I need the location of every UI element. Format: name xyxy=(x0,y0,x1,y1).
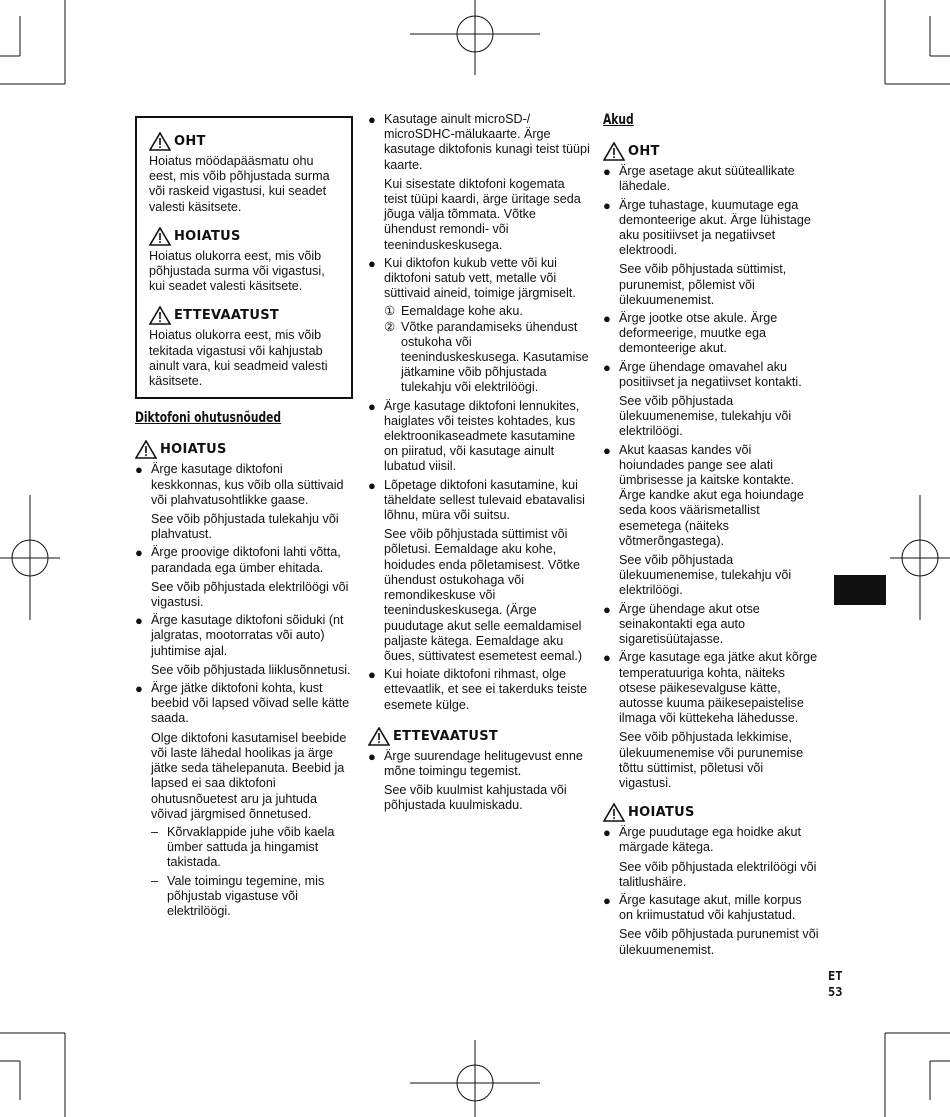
bullet-icon: ● xyxy=(368,667,376,683)
language-code: ET xyxy=(828,969,843,983)
list-item xyxy=(368,112,590,253)
bullet-icon: ● xyxy=(603,601,611,617)
warning-list xyxy=(368,112,590,301)
hoiatus-label: HOIATUS xyxy=(160,442,227,458)
page-number: 53 xyxy=(828,985,843,999)
item-text: Ärge suurendage helitugevust enne mõne toimingu tegemist. xyxy=(384,748,583,778)
oht-description: Hoiatus möödapääsmatu ohu eest, mis võib põhjustada surma või raskeid vigastusi, kui seadet valesti käsitsete. xyxy=(149,154,330,214)
warning-triangle-icon xyxy=(368,727,390,746)
item-text: Ärge kasutage diktofoni keskkonnas, kus võib olla süttivaid või plahvatusohtlikke gaase. xyxy=(151,462,344,507)
hoiatus-signal xyxy=(149,227,339,246)
numbered-steps xyxy=(368,304,590,395)
bullet-icon: ● xyxy=(135,681,143,697)
item-text: Ärge kasutage ega jätke akut kõrge temperatuuriga kohta, näiteks otsese päikesevalguse kätte, autosse kuuma päikesepaistelise ilmaga või küttekeha lähedusse. xyxy=(619,650,818,726)
dash-list xyxy=(135,825,353,919)
hoiatus-signal xyxy=(603,803,819,822)
list-item xyxy=(603,443,819,599)
page-label xyxy=(828,968,842,1000)
warning-list xyxy=(135,462,353,821)
bullet-icon: ● xyxy=(135,545,143,561)
bullet-icon: ● xyxy=(368,477,376,493)
warning-triangle-icon xyxy=(603,803,625,822)
bullet-icon: ● xyxy=(603,359,611,375)
bullet-icon: ● xyxy=(135,613,143,629)
danger-list xyxy=(603,164,819,791)
list-item xyxy=(603,650,819,791)
oht-signal xyxy=(149,132,339,151)
section-heading: Diktofoni ohutusnõuded xyxy=(135,410,282,427)
list-item xyxy=(603,893,819,958)
dash-item xyxy=(151,825,353,871)
step-text: Võtke parandamiseks ühendust ostukoha või teeninduskeskusega. Kasutamise jätkamine võib põhjustada tulekahju või elektrilöögi. xyxy=(401,319,589,395)
dash-text: Vale toimingu tegemine, mis põhjustab vigastuse või elektrilöögi. xyxy=(167,873,325,918)
list-item xyxy=(135,545,353,610)
step-text: Eemaldage kohe aku. xyxy=(401,304,523,319)
item-text: Ärge asetage akut süüteallikate lähedale. xyxy=(619,164,795,194)
item-text: Ärge ühendage akut otse seinakontakti ega auto sigaretisüütajasse. xyxy=(619,601,760,647)
hoiatus-signal xyxy=(135,440,353,459)
item-consequence: See võib põhjustada ülekuumenemise, tulekahju või elektrilöögi. xyxy=(619,394,792,439)
list-item xyxy=(135,462,353,542)
hoiatus-label: HOIATUS xyxy=(174,228,241,244)
item-text: Ärge ühendage omavahel aku positiivset ja negatiivset kontakti. xyxy=(619,359,802,389)
bullet-icon: ● xyxy=(603,892,611,908)
warning-triangle-icon xyxy=(135,440,157,459)
bullet-icon: ● xyxy=(603,197,611,213)
hoiatus-label: HOIATUS xyxy=(628,805,695,821)
item-consequence: See võib kuulmist kahjustada või põhjustada kuulmiskadu. xyxy=(384,783,567,813)
item-text: Kasutage ainult microSD-/ microSDHC-mälukaarte. Ärge kasutage diktofonis kunagi teist tüüpi kaarte. xyxy=(384,112,590,172)
oht-signal xyxy=(603,142,819,161)
item-consequence: Olge diktofoni kasutamisel beebide või laste lähedal hoolikas ja ärge jätke seda tähelepanuta. Beebid ja lapsed ei saa diktofoni ohutusnõuetest aru ja juhtuda võivad järgmised õnnetused. xyxy=(151,730,347,821)
bullet-icon: ● xyxy=(368,112,376,127)
warning-triangle-icon xyxy=(149,306,171,325)
list-item xyxy=(135,613,353,678)
section-heading: Akud xyxy=(603,112,634,128)
list-item xyxy=(368,667,590,713)
warning-triangle-icon xyxy=(603,142,625,161)
step-number: ① xyxy=(384,304,396,319)
ettevaatust-label: ETTEVAATUST xyxy=(174,308,280,324)
numbered-step xyxy=(384,304,590,319)
caution-list xyxy=(368,749,590,814)
item-text: Ärge proovige diktofoni lahti võtta, parandada ega ümber ehitada. xyxy=(151,545,341,575)
list-item xyxy=(368,399,590,475)
column-3 xyxy=(603,112,819,961)
item-consequence: Kui sisestate diktofoni kogemata teist tüüpi kaardi, ärge üritage seda jõuga välja tõmmata. Võtke ühendust remondi- või teeninduskeskusega. xyxy=(384,176,581,252)
signal-word-legend xyxy=(135,116,353,399)
list-item xyxy=(603,825,819,890)
item-text: Kui diktofon kukub vette või kui diktofoni satub vett, metalle või süttivaid aineid, toimige järgmiselt. xyxy=(384,255,576,301)
item-text: Ärge tuhastage, kuumutage ega demonteerige akut. Ärge lühistage aku positiivset ja negatiivset elektroodi. xyxy=(619,197,811,258)
item-consequence: See võib põhjustada süttimist või põletusi. Eemaldage aku kohe, hoidudes enda põletamisest. Võtke ühendust ostukohaga või remondikeskuse või teeninduskeskusega. (Ärge puudutage akut selle eemaldamisel paljaste kätega. Eemaldage aku õues, süttivatest esemetest eemal.) xyxy=(384,527,583,663)
list-item xyxy=(603,311,819,357)
ettevaatust-signal xyxy=(368,727,590,746)
item-consequence: See võib põhjustada elektrilöögi või talitlushäire. xyxy=(619,859,817,889)
oht-label: OHT xyxy=(174,133,206,149)
ettevaatust-description: Hoiatus olukorra eest, mis võib tekitada vigastusi või kahjustab ainult vara, kui seadmeid valesti käsitsete. xyxy=(149,328,328,389)
warning-triangle-icon xyxy=(149,132,171,151)
ettevaatust-label: ETTEVAATUST xyxy=(393,728,499,744)
item-text: Ärge kasutage diktofoni sõiduki (nt jalgratas, mootorratas või auto) juhtimise ajal. xyxy=(151,613,344,658)
bullet-icon: ● xyxy=(368,398,376,414)
item-text: Ärge kasutage akut, mille korpus on kriimustatud või kahjustatud. xyxy=(619,892,802,923)
step-number: ② xyxy=(384,319,396,334)
section-tab xyxy=(834,575,886,605)
dash-text: Kõrvaklappide juhe võib kaela ümber sattuda ja hingamist takistada. xyxy=(167,824,335,870)
dash-item xyxy=(151,874,353,920)
warning-list xyxy=(603,825,819,958)
bullet-icon: ● xyxy=(603,311,611,327)
bullet-icon: ● xyxy=(603,442,611,458)
item-text: Ärge puudutage ega hoidke akut märgade kätega. xyxy=(619,825,802,855)
numbered-step xyxy=(384,320,590,396)
bullet-icon: ● xyxy=(603,650,611,666)
bullet-icon: ● xyxy=(368,255,376,271)
item-consequence: See võib põhjustada purunemist või ülekuumenemist. xyxy=(619,927,819,957)
warning-list-continued xyxy=(368,399,590,713)
column-2 xyxy=(368,112,590,817)
bullet-icon: ● xyxy=(603,164,611,180)
dash-mark: – xyxy=(151,873,159,888)
list-item xyxy=(368,256,590,302)
item-text: Ärge jootke otse akule. Ärge deformeerige, muutke ega demonteerige akut. xyxy=(619,311,778,356)
item-consequence: See võib põhjustada liiklusõnnetusi. xyxy=(151,662,351,677)
warning-triangle-icon xyxy=(149,227,171,246)
list-item xyxy=(603,198,819,308)
bullet-icon: ● xyxy=(135,462,143,478)
item-consequence: See võib põhjustada süttimist, purunemist, põlemist või ülekuumenemist. xyxy=(619,262,787,307)
item-consequence: See võib põhjustada lekkimise, ülekuumenemise või purunemise tõttu süttimist, põletusi või vigastusi. xyxy=(619,730,804,790)
list-item xyxy=(368,749,590,814)
list-item xyxy=(603,602,819,648)
list-item xyxy=(135,681,353,822)
hoiatus-description: Hoiatus olukorra eest, mis võib põhjustada surma või vigastusi, kui seadet valesti käsitsete. xyxy=(149,248,325,294)
item-text: Akut kaasas kandes või hoiundades pange see alati ümbrisesse ja kaitske kontakte. Ärge kandke akut ega hoiundage seda koos väärismetallist esemetega (näiteks võtmerõngastega). xyxy=(619,442,804,548)
item-consequence: See võib põhjustada ülekuumenemise, tulekahju või elektrilöögi. xyxy=(619,553,792,598)
item-text: Ärge kasutage diktofoni lennukites, haiglates või teistes kohtades, kus elektroonikaseadmete kasutamine on piiratud, või kasutage ainult lubatud viisil. xyxy=(384,398,580,474)
column-1 xyxy=(135,112,353,919)
dash-mark: – xyxy=(151,824,159,839)
item-text: Lõpetage diktofoni kasutamine, kui täheldate sellest tulevaid ebatavalisi lõhnu, müra või suitsu. xyxy=(384,477,585,523)
item-text: Ärge jätke diktofoni kohta, kust beebid või lapsed võivad selle kätte saada. xyxy=(151,681,350,726)
oht-label: OHT xyxy=(628,144,660,160)
item-consequence: See võib põhjustada tulekahju või plahvatust. xyxy=(151,512,339,542)
item-text: Kui hoiate diktofoni rihmast, olge ettevaatlik, et see ei takerduks teiste esemete külge. xyxy=(384,667,588,712)
list-item xyxy=(368,478,590,664)
bullet-icon: ● xyxy=(603,825,611,841)
bullet-icon: ● xyxy=(368,748,376,764)
ettevaatust-signal xyxy=(149,306,339,325)
list-item xyxy=(603,164,819,194)
item-consequence: See võib põhjustada elektrilöögi või vigastusi. xyxy=(151,579,349,610)
list-item xyxy=(603,360,819,440)
